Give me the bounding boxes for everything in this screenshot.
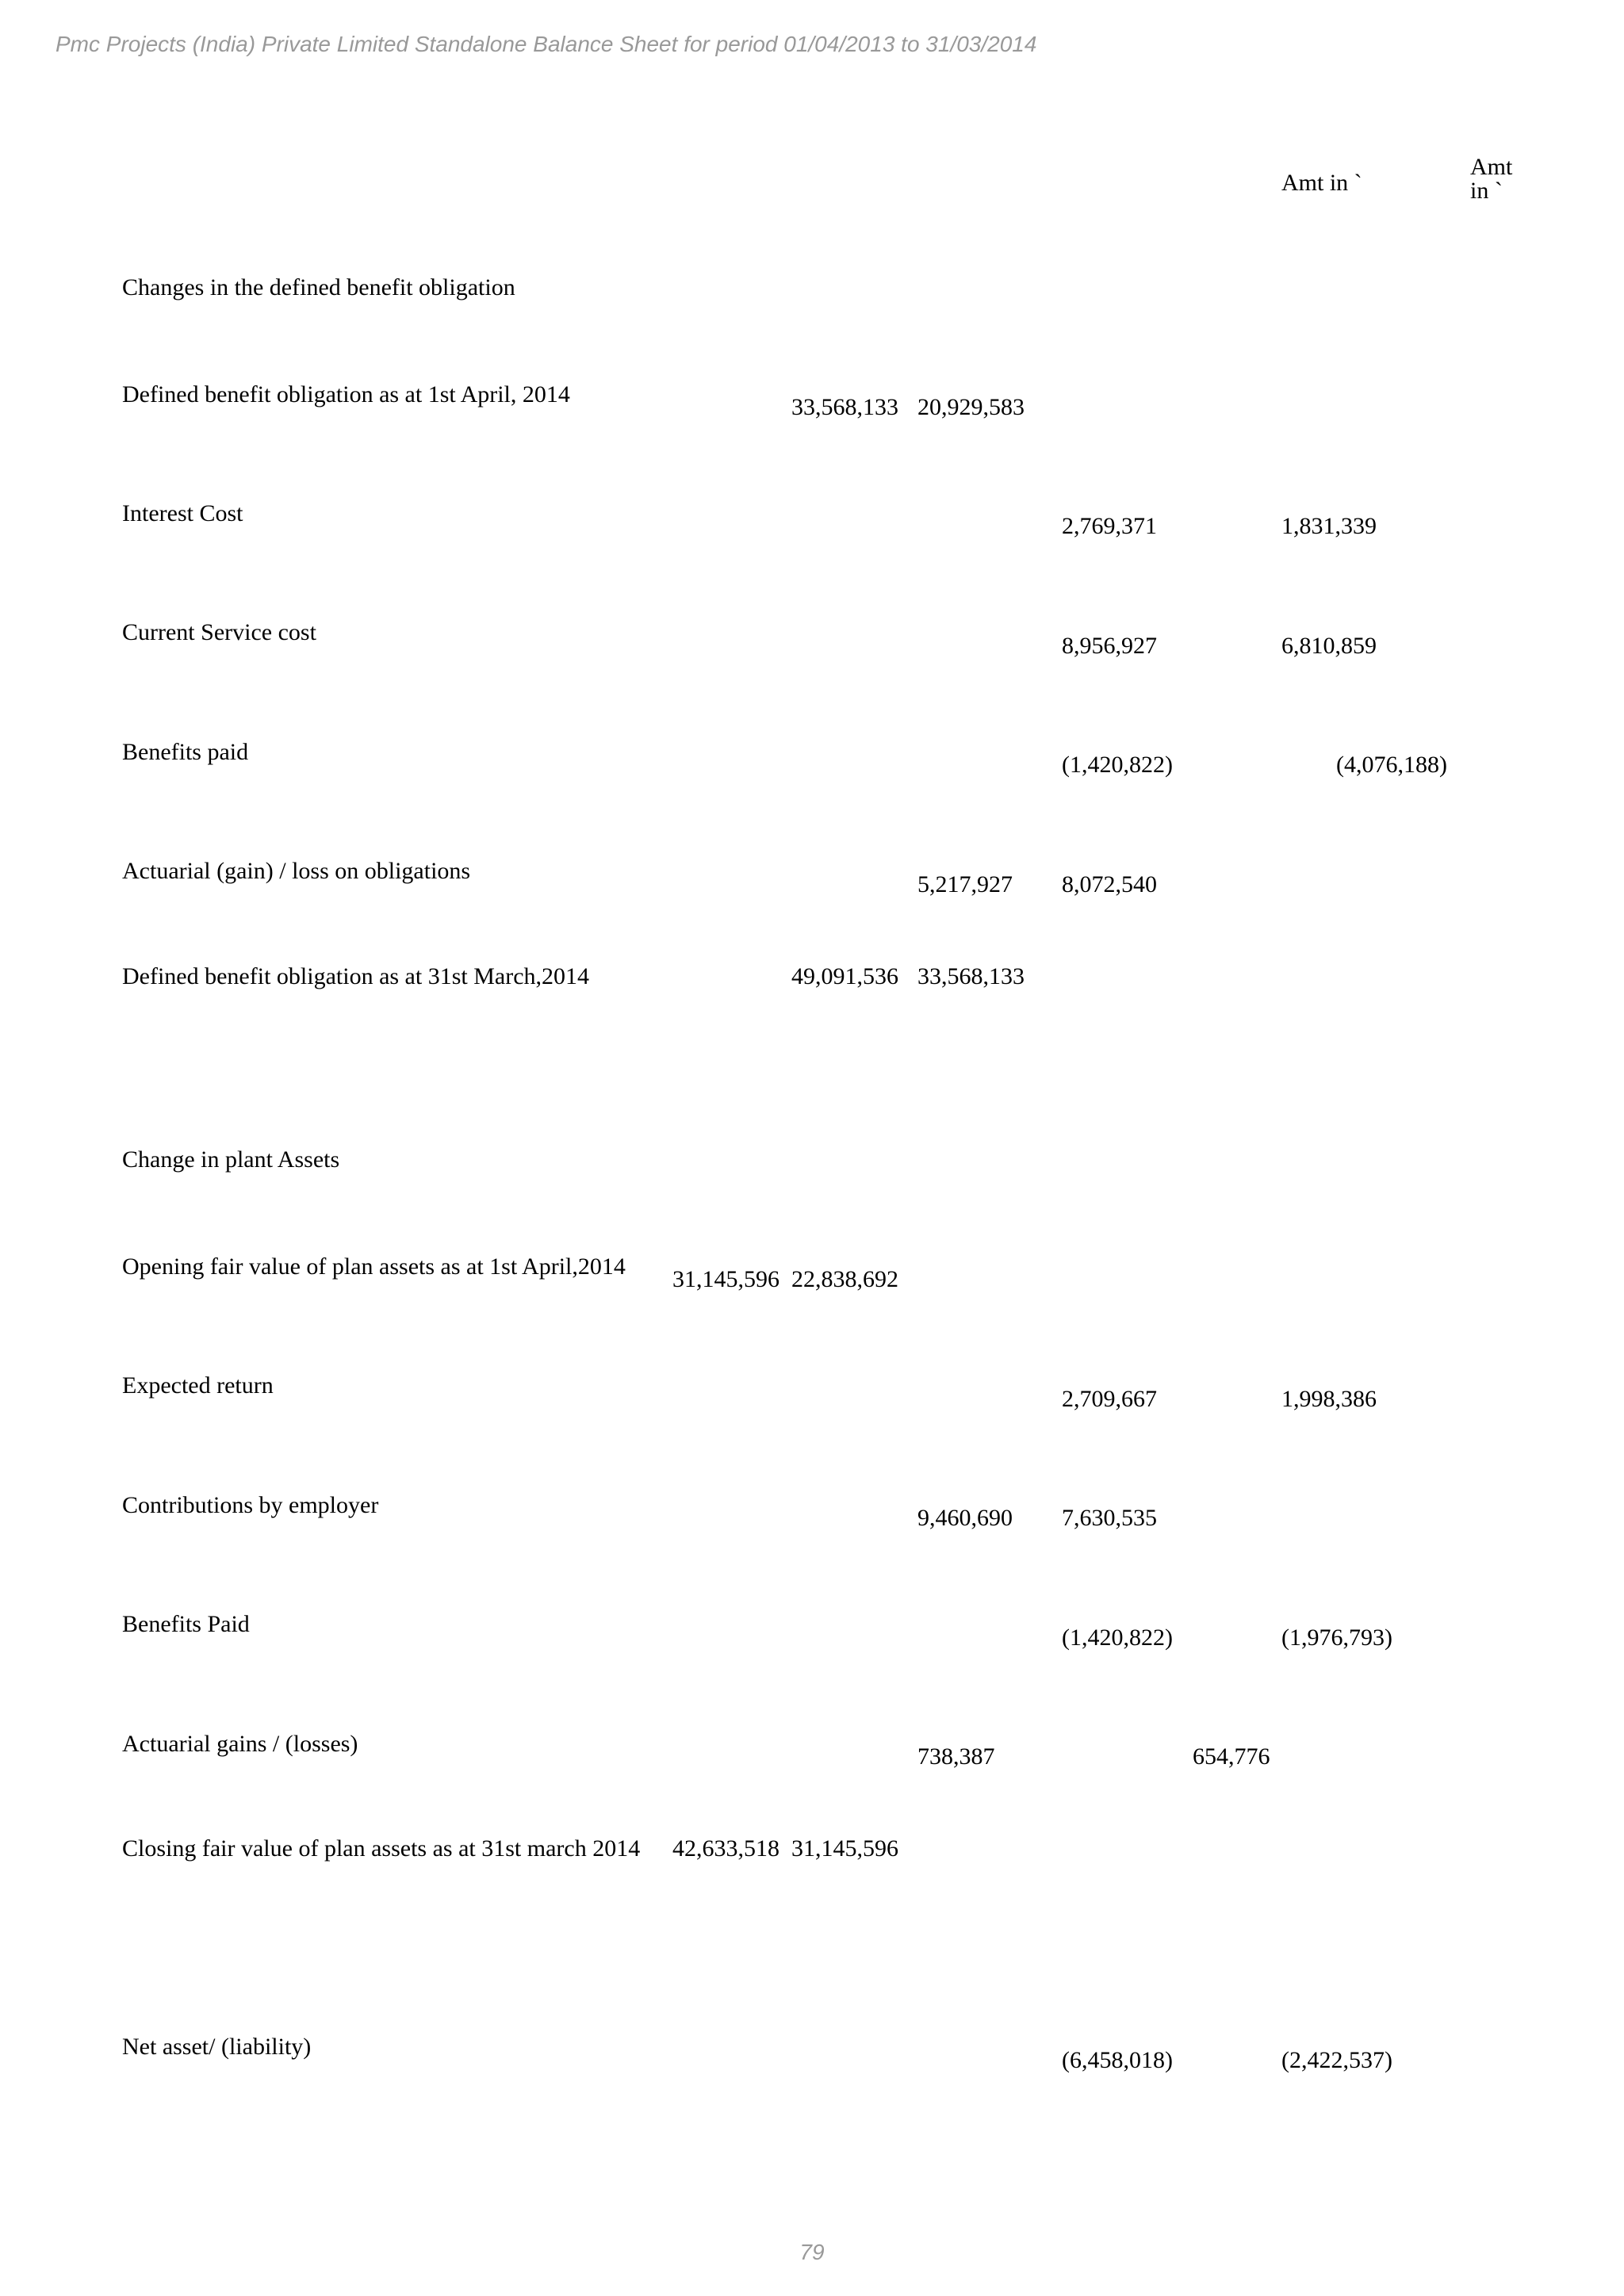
- row-label: Defined benefit obligation as at 1st April, 2014: [122, 381, 570, 408]
- row-value: 2,709,667: [1062, 1386, 1157, 1412]
- row-value: 9,460,690: [917, 1505, 1013, 1531]
- row-label: Current Service cost: [122, 619, 316, 645]
- row-label: Benefits paid: [122, 739, 249, 765]
- row-value: (1,976,793): [1281, 1624, 1392, 1651]
- row-value: 22,838,692: [791, 1266, 898, 1292]
- row-value: 1,831,339: [1281, 513, 1377, 539]
- row-label: Actuarial (gain) / loss on obligations: [122, 858, 471, 884]
- row-value: 20,929,583: [917, 394, 1025, 420]
- row-value: 8,956,927: [1062, 633, 1157, 659]
- row-value: 31,145,596: [791, 1835, 898, 1862]
- row-value: (1,420,822): [1062, 752, 1173, 778]
- row-value: 33,568,133: [917, 963, 1025, 989]
- row-label: Benefits Paid: [122, 1611, 250, 1637]
- net-asset-value: (6,458,018): [1062, 2047, 1173, 2073]
- row-label: Contributions by employer: [122, 1492, 379, 1518]
- row-value: 654,776: [1193, 1743, 1270, 1770]
- row-value: 5,217,927: [917, 871, 1013, 897]
- row-value: 42,633,518: [672, 1835, 779, 1862]
- section-heading-plan-assets: Change in plant Assets: [122, 1146, 340, 1173]
- row-label: Opening fair value of plan assets as at 1st April,2014: [122, 1253, 626, 1280]
- row-label: Defined benefit obligation as at 31st March,2014: [122, 963, 590, 989]
- row-label: Interest Cost: [122, 500, 243, 526]
- row-label: Actuarial gains / (losses): [122, 1731, 358, 1757]
- row-value: 31,145,596: [672, 1266, 779, 1292]
- section-heading-dbo: Changes in the defined benefit obligation: [122, 274, 515, 300]
- column-header-amt-1: Amt in `: [1281, 170, 1362, 196]
- net-asset-value: (2,422,537): [1281, 2047, 1392, 2073]
- row-value: 1,998,386: [1281, 1386, 1377, 1412]
- column-header-amt-2: Amt in `: [1470, 154, 1513, 204]
- row-value: 738,387: [917, 1743, 995, 1770]
- row-value: (1,420,822): [1062, 1624, 1173, 1651]
- row-value: (4,076,188): [1336, 752, 1447, 778]
- row-value: 8,072,540: [1062, 871, 1157, 897]
- row-value: 2,769,371: [1062, 513, 1157, 539]
- page-number: 79: [799, 2240, 825, 2264]
- net-asset-label: Net asset/ (liability): [122, 2034, 312, 2060]
- row-value: 33,568,133: [791, 394, 898, 420]
- page-header-title: Pmc Projects (India) Private Limited Standalone Balance Sheet for period 01/04/2013 to 31/03/2014: [56, 32, 1037, 56]
- row-value: 49,091,536: [791, 963, 898, 989]
- row-label: Closing fair value of plan assets as at 31st march 2014: [122, 1835, 641, 1862]
- row-label: Expected return: [122, 1372, 274, 1399]
- row-value: 6,810,859: [1281, 633, 1377, 659]
- row-value: 7,630,535: [1062, 1505, 1157, 1531]
